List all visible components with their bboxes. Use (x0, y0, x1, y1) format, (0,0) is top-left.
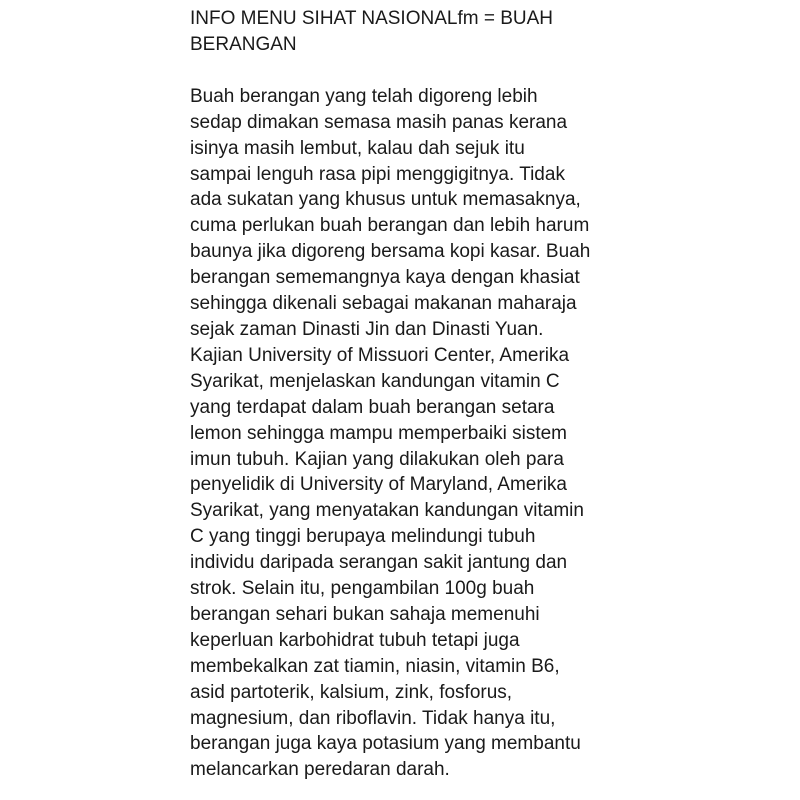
body-line: membekalkan zat tiamin, niasin, vitamin B6, (190, 655, 560, 677)
body-line: C yang tinggi berupaya melindungi tubuh (190, 526, 536, 548)
body-line: sehingga dikenali sebagai makanan maharaja (190, 293, 577, 315)
body-line: berangan sememangnya kaya dengan khasiat (190, 267, 580, 289)
body-line: isinya masih lembut, kalau dah sejuk itu (190, 137, 525, 159)
body-line: imun tubuh. Kajian yang dilakukan oleh para (190, 448, 564, 470)
body-line: sampai lenguh rasa pipi menggigitnya. Tidak (190, 163, 565, 185)
body-line: magnesium, dan riboflavin. Tidak hanya itu, (190, 707, 556, 729)
title-line: BERANGAN (190, 33, 297, 55)
article-title (190, 6, 630, 58)
body-line: yang terdapat dalam buah berangan setara (190, 396, 555, 418)
body-line: lemon sehingga mampu memperbaiki sistem (190, 422, 567, 444)
body-line: asid partoterik, kalsium, zink, fosforus, (190, 681, 513, 703)
article (190, 6, 630, 783)
body-line: Buah berangan yang telah digoreng lebih (190, 85, 538, 107)
body-line: Syarikat, menjelaskan kandungan vitamin C (190, 370, 560, 392)
body-line: keperluan karbohidrat tubuh tetapi juga (190, 629, 520, 651)
body-line: sejak zaman Dinasti Jin dan Dinasti Yuan. (190, 318, 544, 340)
body-line: Syarikat, yang menyatakan kandungan vitamin (190, 500, 584, 522)
body-line: strok. Selain itu, pengambilan 100g buah (190, 578, 535, 600)
article-body (190, 84, 630, 783)
paragraph-gap (190, 58, 630, 84)
title-line: INFO MENU SIHAT NASIONALfm = BUAH (190, 8, 553, 29)
body-line: sedap dimakan semasa masih panas kerana (190, 111, 568, 133)
body-line: melancarkan peredaran darah. (190, 759, 450, 781)
body-line: individu daripada serangan sakit jantung dan (190, 552, 568, 574)
body-line: penyelidik di University of Maryland, Amerika (190, 474, 567, 496)
body-line: berangan juga kaya potasium yang membantu (190, 733, 581, 755)
body-line: Kajian University of Missuori Center, Amerika (190, 344, 570, 366)
body-line: baunya jika digoreng bersama kopi kasar. Buah (190, 241, 591, 263)
body-line: ada sukatan yang khusus untuk memasaknya, (190, 189, 581, 211)
body-line: berangan sehari bukan sahaja memenuhi (190, 603, 540, 625)
body-line: cuma perlukan buah berangan dan lebih harum (190, 215, 590, 237)
